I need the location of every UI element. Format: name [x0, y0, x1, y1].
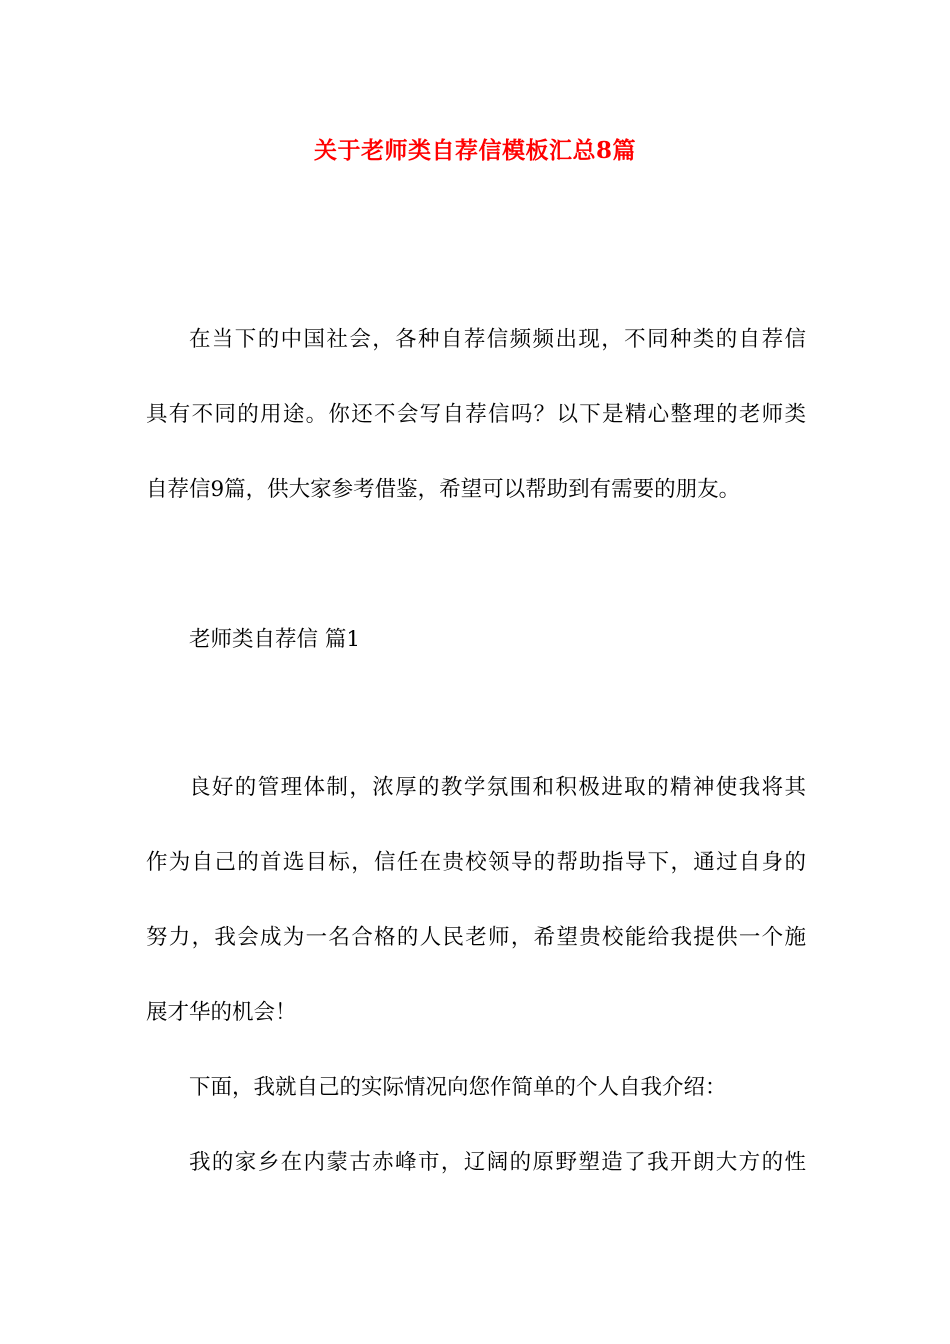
section-heading: 老师类自荐信 篇1 — [189, 627, 361, 652]
para1-line-2: 作为自己的首选目标，信任在贵校领导的帮助指导下，通过自身的 — [146, 850, 806, 875]
intro-line-1: 在当下的中国社会，各种自荐信频频出现，不同种类的自荐信 — [189, 327, 806, 352]
para2-line-1: 下面，我就自己的实际情况向您作简单的个人自我介绍： — [189, 1075, 727, 1100]
intro-line-3: 自荐信9篇，供大家参考借鉴，希望可以帮助到有需要的朋友。 — [146, 477, 741, 502]
intro-line-2: 具有不同的用途。你还不会写自荐信吗？以下是精心整理的老师类 — [146, 402, 806, 427]
para1-line-3: 努力，我会成为一名合格的人民老师，希望贵校能给我提供一个施 — [146, 925, 806, 950]
document-title: 关于老师类自荐信模板汇总8篇 — [313, 137, 636, 164]
para1-line-1: 良好的管理体制，浓厚的教学氛围和积极进取的精神使我将其 — [189, 775, 806, 800]
para1-line-4: 展才华的机会！ — [146, 1000, 297, 1025]
para3-line-1: 我的家乡在内蒙古赤峰市，辽阔的原野塑造了我开朗大方的性 — [189, 1150, 806, 1175]
